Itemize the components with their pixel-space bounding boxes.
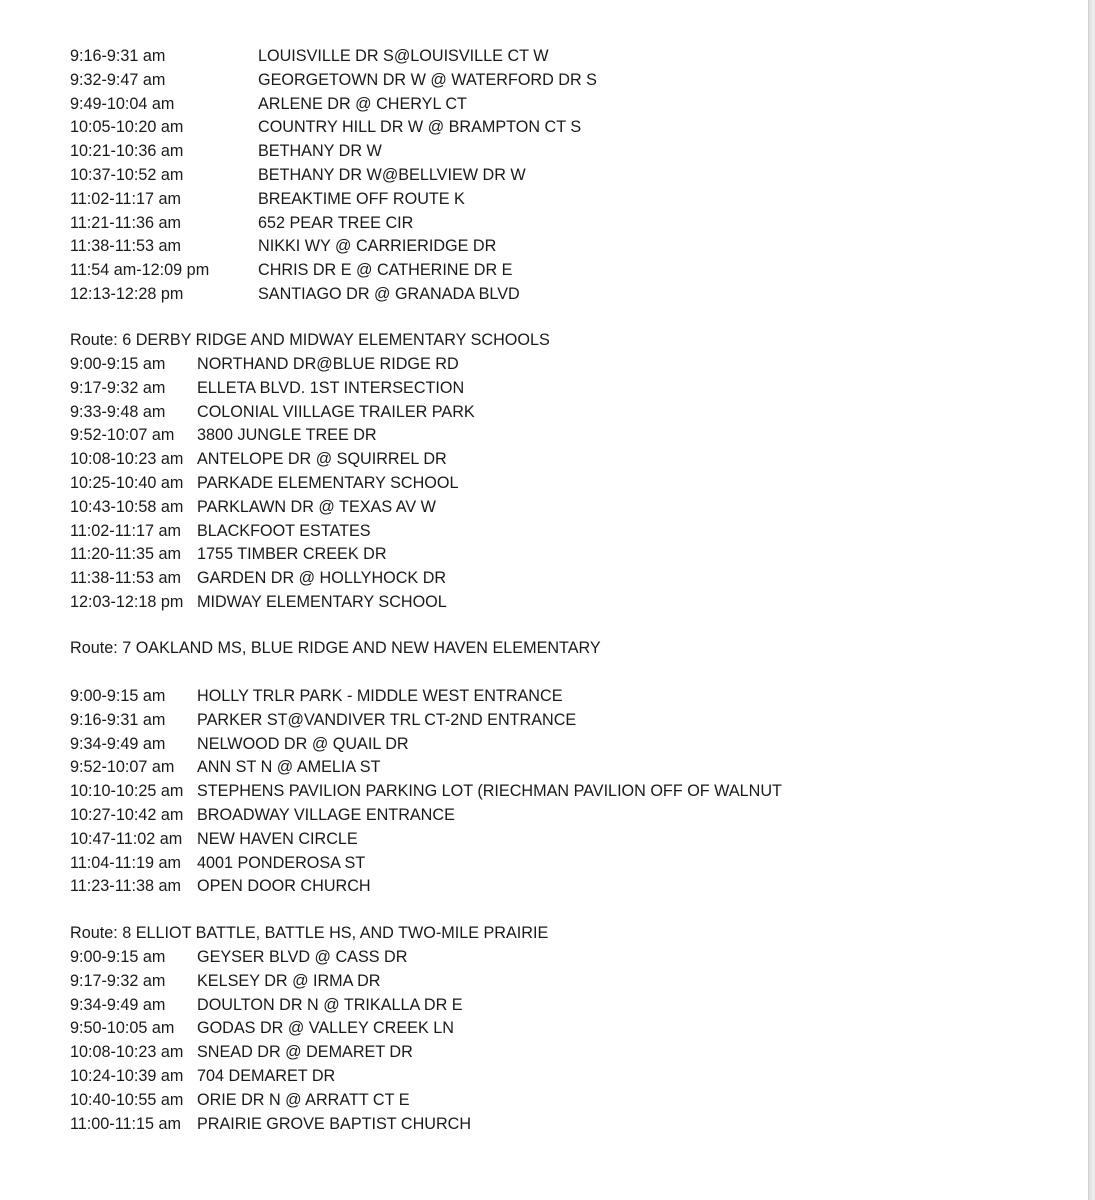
- stop-time: 11:54 am-12:09 pm: [70, 261, 210, 280]
- stop-location: BETHANY DR W: [258, 142, 382, 161]
- stop-time: 9:52-10:07 am: [70, 426, 175, 445]
- stop-time: 9:34-9:49 am: [70, 995, 166, 1014]
- stop-location: BLACKFOOT ESTATES: [197, 521, 371, 540]
- stop-time: 10:40-10:55 am: [70, 1090, 184, 1109]
- stop-location: BREAKTIME OFF ROUTE K: [258, 189, 465, 208]
- stop-time: 9:33-9:48 am: [70, 402, 166, 421]
- stop-location: NORTHAND DR@BLUE RIDGE RD: [197, 355, 459, 373]
- stop-location: GARDEN DR @ HOLLYHOCK DR: [197, 569, 447, 588]
- stop-location: HOLLY TRLR PARK - MIDDLE WEST ENTRANCE: [197, 687, 563, 705]
- stop-time: 11:38-11:53 am: [70, 569, 181, 588]
- stop-time: 9:17-9:32 am: [70, 971, 166, 990]
- stop-location: PRAIRIE GROVE BAPTIST CHURCH: [197, 1114, 472, 1133]
- stop-location: ANN ST N @ AMELIA ST: [197, 758, 381, 777]
- stop-location: ARLENE DR @ CHERYL CT: [258, 94, 467, 113]
- stop-location: NELWOOD DR @ QUAIL DR: [197, 734, 409, 753]
- stop-location: PARKER ST@VANDIVER TRL CT-2ND ENTRANCE: [197, 710, 577, 729]
- stop-time: 9:00-9:15 am: [70, 687, 166, 705]
- stop-time: 10:08-10:23 am: [70, 450, 184, 469]
- stop-location: GEYSER BLVD @ CASS DR: [197, 948, 408, 966]
- stop-time: 9:52-10:07 am: [70, 758, 175, 777]
- stop-location: 3800 JUNGLE TREE DR: [197, 426, 377, 445]
- stop-location: BETHANY DR W@BELLVIEW DR W: [258, 166, 526, 184]
- stop-location: BROADWAY VILLAGE ENTRANCE: [197, 806, 455, 824]
- stop-time: 9:50-10:05 am: [70, 1019, 175, 1038]
- stop-time: 11:23-11:38 am: [70, 877, 181, 896]
- stop-location: NEW HAVEN CIRCLE: [197, 829, 358, 848]
- stop-location: PARKADE ELEMENTARY SCHOOL: [197, 474, 459, 492]
- stop-location: DOULTON DR N @ TRIKALLA DR E: [197, 995, 463, 1014]
- stop-location: SANTIAGO DR @ GRANADA BLVD: [258, 285, 520, 303]
- stop-time: 9:34-9:49 am: [70, 734, 166, 753]
- stop-time: 10:37-10:52 am: [70, 166, 184, 184]
- stop-location: ELLETA BLVD. 1ST INTERSECTION: [197, 378, 465, 397]
- route-title: Route: 6 DERBY RIDGE AND MIDWAY ELEMENTARY SCHOOLS: [70, 331, 550, 349]
- stop-time: 10:47-11:02 am: [70, 829, 183, 848]
- stop-location: CHRIS DR E @ CATHERINE DR E: [258, 261, 513, 280]
- stop-location: PARKLAWN DR @ TEXAS AV W: [197, 497, 436, 516]
- stop-time: 12:03-12:18 pm: [70, 593, 184, 611]
- stop-time: 11:00-11:15 am: [70, 1114, 181, 1133]
- stop-time: 9:49-10:04 am: [70, 94, 175, 113]
- stop-time: 11:20-11:35 am: [70, 545, 181, 564]
- stop-time: 9:17-9:32 am: [70, 378, 166, 397]
- stop-location: LOUISVILLE DR S@LOUISVILLE CT W: [258, 47, 549, 65]
- stop-time: 11:21-11:36 am: [70, 213, 181, 232]
- stop-location: KELSEY DR @ IRMA DR: [197, 971, 381, 990]
- stop-time: 10:05-10:20 am: [70, 118, 184, 137]
- stop-location: ORIE DR N @ ARRATT CT E: [197, 1090, 410, 1109]
- stop-time: 9:00-9:15 am: [70, 355, 166, 373]
- stop-time: 9:00-9:15 am: [70, 948, 166, 966]
- stop-location: OPEN DOOR CHURCH: [197, 877, 371, 896]
- stop-location: 1755 TIMBER CREEK DR: [197, 545, 387, 564]
- stop-location: COLONIAL VIILLAGE TRAILER PARK: [197, 402, 475, 421]
- stop-location: COUNTRY HILL DR W @ BRAMPTON CT S: [258, 118, 582, 137]
- stop-time: 10:08-10:23 am: [70, 1043, 184, 1062]
- stop-location: 652 PEAR TREE CIR: [258, 213, 414, 232]
- stop-location: MIDWAY ELEMENTARY SCHOOL: [197, 593, 447, 611]
- stop-location: GEORGETOWN DR W @ WATERFORD DR S: [258, 70, 597, 89]
- route-title: Route: 7 OAKLAND MS, BLUE RIDGE AND NEW HAVEN ELEMENTARY: [70, 639, 601, 657]
- stop-time: 9:16-9:31 am: [70, 47, 166, 65]
- stop-time: 11:38-11:53 am: [70, 237, 181, 256]
- stop-location: SNEAD DR @ DEMARET DR: [197, 1043, 413, 1062]
- stop-time: 10:25-10:40 am: [70, 474, 184, 492]
- route-title: Route: 8 ELLIOT BATTLE, BATTLE HS, AND TWO-MILE PRAIRIE: [70, 924, 549, 942]
- stop-time: 10:24-10:39 am: [70, 1067, 184, 1085]
- stop-time: 10:10-10:25 am: [70, 782, 184, 801]
- stop-location: NIKKI WY @ CARRIERIDGE DR: [258, 237, 497, 256]
- stop-time: 9:16-9:31 am: [70, 710, 166, 729]
- stop-location: GODAS DR @ VALLEY CREEK LN: [197, 1019, 454, 1038]
- stop-time: 10:21-10:36 am: [70, 142, 184, 161]
- stop-location: ANTELOPE DR @ SQUIRREL DR: [197, 450, 447, 469]
- stop-location: STEPHENS PAVILION PARKING LOT (RIECHMAN PAVILION OFF OF WALNUT: [197, 782, 782, 801]
- stop-location: 4001 PONDEROSA ST: [197, 853, 366, 872]
- stop-location: 704 DEMARET DR: [197, 1067, 336, 1085]
- stop-time: 12:13-12:28 pm: [70, 285, 184, 303]
- stop-time: 11:02-11:17 am: [70, 189, 181, 208]
- stop-time: 11:04-11:19 am: [70, 853, 181, 872]
- stop-time: 9:32-9:47 am: [70, 70, 166, 89]
- stop-time: 11:02-11:17 am: [70, 521, 181, 540]
- stop-time: 10:43-10:58 am: [70, 497, 184, 516]
- stop-time: 10:27-10:42 am: [70, 806, 184, 824]
